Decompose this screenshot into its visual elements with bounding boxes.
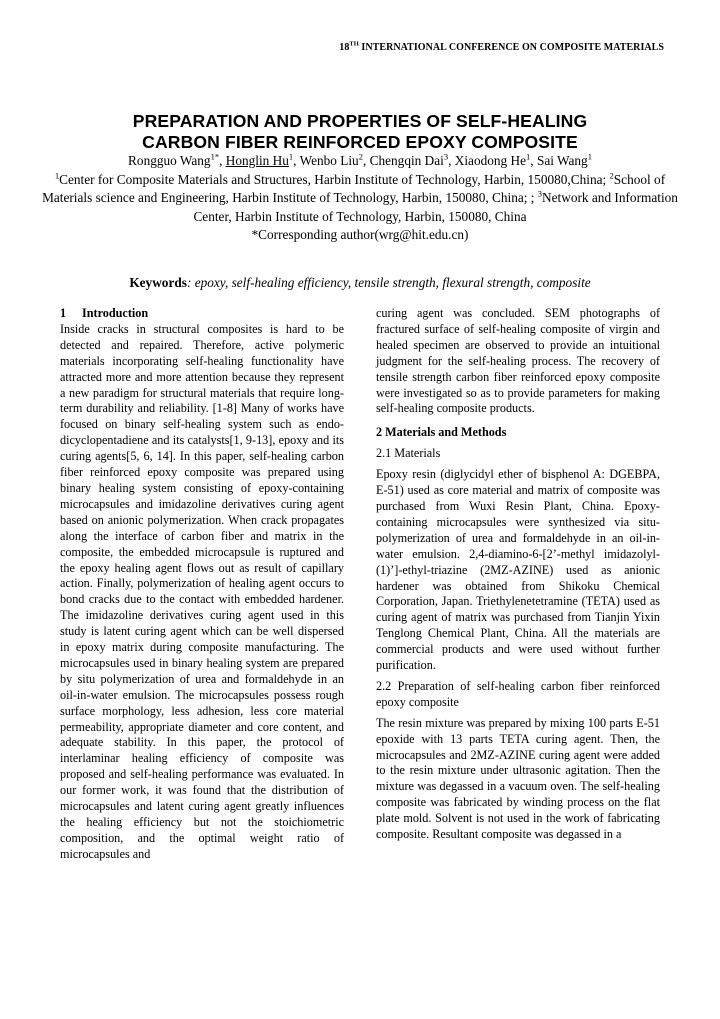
right-column (376, 306, 660, 843)
section-heading-materials-methods: 2 Materials and Methods (376, 425, 507, 440)
subsection-heading-preparation: 2.2 Preparation of self-healing carbon fiber reinforced epoxy composite (376, 678, 660, 709)
authors-affiliations (40, 152, 680, 245)
corresponding-author: *Corresponding author(wrg@hit.edu.cn) (251, 227, 469, 242)
paper-title (40, 111, 680, 153)
author-list: Rongguo Wang$^{1*}$, Honglin Hu$^1$, Wenbo Liu$^2$, Chengqin Dai$^3$, Xiaodong He$^1$, Sai Wang$^1$ (128, 151, 592, 168)
section-heading-introduction: 1 Introduction (60, 306, 149, 320)
affiliation-list: $^1$Center for Composite Materials and Structures, Harbin Institute of Technology, Harbin, 150080,China; $^2$School of Materials science and Engineering, Harbin Institute of Technology, Harbin, 150080, China; ; $^3$Network and Information Center, Harbin Institute of Technology, Harbin, 150080, China (42, 170, 678, 224)
presenting-author: Honglin Hu (225, 153, 289, 168)
keywords-line (40, 274, 680, 292)
left-column (60, 306, 344, 863)
introduction-paragraph: Inside cracks in structural composites is hard to be detected and repaired. Therefore, active polymeric materials incorporating self-healing functionality have attracted more and more attention because they represent a new paradigm for structural materials that require long-term durability and reliability. [1-8] Many of works have focused on binary self-healing system such as endo-dicyclopentadiene and its catalysts[1, 9-13], epoxy and its curing agents[5, 6, 14]. In this paper, self-healing carbon fiber reinforced epoxy composite was prepared using binary healing system consisting of epoxy-containing microcapsules and imidazoline derivatives curing agent based on anionic polymerization. When crack propagates along the interface of carbon fiber and matrix in the composite, the embedded microcapsule is ruptured and the epoxy healing agent flows out as result of capillary action. Finally, polymerization of healing agent occurs to bond cracks due to the contact with embedded hardener. The imidazoline derivatives curing agent used in this study is latent curing agent which can be well dispersed in epoxy matrix during composite manufacturing. The microcapsules used in binary healing system are prepared by situ polymerization of urea and formaldehyde in an oil-in-water emulsion. The microcapsules possess rough surface morphology, less adhesion, less core material permeability, appropriate diameter and core content, and adequate stability. In this paper, the protocol of interlaminar healing efficiency of composite was proposed and self-healing performance was evaluated. In our former work, it was found that the distribution of microcapsules and latent curing agent greatly influences the healing efficiency but not the stoichiometric composition, and the optimal weight ratio of microcapsules and (60, 321, 344, 861)
subsection-heading-materials: 2.1 Materials (376, 446, 441, 461)
keywords-text: : epoxy, self-healing efficiency, tensile strength, flexural strength, composite (186, 275, 591, 290)
materials-paragraph: Epoxy resin (diglycidyl ether of bisphenol A: DGEBPA, E-51) used as core material and matrix of composite was purchased from Wuxi Resin Plant, China. Epoxy-containing microcapsules were synthesized via situ-polymerization of urea and formaldehyde in an oil-in-water emulsion. 2,4-diamino-6-[2’-methyl imidazolyl-(1)’]-ethyl-triazine (2MZ-AZINE) used as anionic hardener was obtained from Shikoku Chemical Corporation, Japan. Triethylenetetramine (TETA) used as curing agent of matrix was purchased from Tianjin Yixin Tenglong Chemical Plant, China. All the materials are commercial products and were used without further purification. (376, 467, 660, 673)
introduction-continued: curing agent was concluded. SEM photographs of fractured surface of self-healing composite of virgin and healed specimen are observed to provide an intuitional judgment for the self-healing process. The recovery of tensile strength carbon fiber reinforced epoxy composite were investigated so as to provide parameters for making self-healing composite products. (376, 306, 660, 416)
conference-ordinal-sup: TH (349, 40, 359, 48)
keywords-label: Keywords (129, 275, 187, 290)
title-line-1: PREPARATION AND PROPERTIES OF SELF-HEALING (132, 111, 588, 131)
title-line-2: CARBON FIBER REINFORCED EPOXY COMPOSITE (142, 132, 578, 152)
conference-header: 18TH INTERNATIONAL CONFERENCE ON COMPOSITE MATERIALS (339, 40, 664, 53)
preparation-paragraph: The resin mixture was prepared by mixing 100 parts E-51 epoxide with 13 parts TETA curing agent. Then, the microcapsules and 2MZ-AZINE curing agent were added to the resin mixture under ultrasonic agitation. Then the mixture was degassed in a vacuum oven. The self-healing composite was fabricated by winding process on the flat plate mold. Solvent is not used in the work of fabricating composite. Resultant composite was degassed in a (376, 715, 660, 842)
